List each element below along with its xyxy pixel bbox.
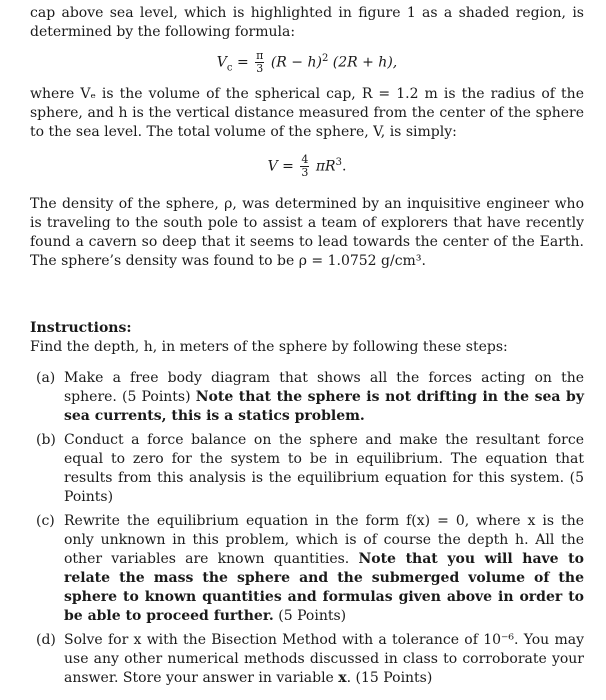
eq-cap-rhs: (R − h) [270, 54, 322, 71]
step-bold-note: Note that you will have to relate the mass the sphere and the submerged volume of the sphere to known quantities and formulas given above in order to be able to proceed further. [64, 551, 584, 625]
density-paragraph: The density of the sphere, ρ, was determined by an inquisitive engineer who is traveling to the south pole to assist a team of explorers that have recently found a cavern so deep that it seems to lead towards the center of the Earth. The sphere’s density was found to be ρ = 1.0752 g/cm³. [30, 196, 584, 270]
eq-cap-lhs: V [216, 54, 227, 71]
intro-paragraph: cap above sea level, which is highlighted in figure 1 as a shaded region, is determined by the following formula: [30, 5, 584, 40]
eq-cap-rhs-tail: (2R + h), [328, 54, 398, 71]
eq-cap-frac-num: π [256, 49, 264, 62]
where-paragraph: where Vₑ is the volume of the spherical cap, R = 1.2 m is the radius of the sphere, and h is the vertical distance measured from the center of the sphere to the sea level. The total volume of the sphere, V, is simply: [30, 86, 584, 141]
step-item-a [30, 369, 584, 426]
equation-sphere-volume [30, 154, 584, 179]
eq-cap-frac-den: 3 [256, 62, 264, 75]
eq-sphere-equals: = [282, 158, 294, 175]
eq-sphere-lhs: V [267, 158, 278, 175]
step-text: Solve for x with the Bisection Method with a tolerance of 10⁻⁶. You may use any other numerical methods discussed in class to corroborate your answer. Store your answer in variable [64, 632, 584, 687]
step-item-b [30, 431, 584, 507]
step-tail: . (15 Points) [346, 670, 433, 687]
step-tail: (5 Points) [273, 608, 347, 625]
instructions-lead: Find the depth, h, in meters of the sphere by following these steps: [30, 339, 508, 356]
step-item-d [30, 631, 584, 688]
eq-sphere-frac-num: 4 [301, 153, 309, 167]
step-marker: (d) [36, 632, 56, 649]
equation-cap-volume [30, 50, 584, 77]
eq-sphere-frac-den: 3 [301, 166, 309, 180]
step-text: Rewrite the equilibrium equation in the form f(x) = 0, where x is the only unknown in this problem, which is of course the depth h. All the other variables are known quantities. [64, 513, 584, 568]
steps-list [30, 369, 584, 688]
step-marker: (b) [36, 432, 56, 449]
eq-sphere-rhs-exp: 3 [335, 157, 342, 169]
step-marker: (c) [36, 513, 55, 530]
eq-cap-rhs-exp: 2 [321, 52, 329, 64]
step-item-c [30, 512, 584, 626]
step-text: Conduct a force balance on the sphere and make the resultant force equal to zero for the system to be in equilibrium. The equation that results from this analysis is the equilibrium equation for this system. (5 Points) [64, 432, 584, 506]
step-bold-note: x [338, 670, 347, 687]
eq-sphere-fraction [300, 154, 309, 179]
eq-cap-lhs-sub: c [226, 62, 233, 74]
step-text: Make a free body diagram that shows all the forces acting on the sphere. (5 Points) [64, 370, 584, 406]
step-bold-note: Note that the sphere is not drifting in the sea by sea currents, this is a statics problem. [64, 389, 584, 425]
step-marker: (a) [36, 370, 56, 387]
eq-cap-fraction [255, 50, 264, 75]
instructions-title: Instructions: [30, 320, 132, 337]
eq-sphere-rhs: πR [315, 158, 336, 175]
eq-cap-equals: = [236, 54, 249, 71]
eq-sphere-tail: . [341, 158, 347, 175]
